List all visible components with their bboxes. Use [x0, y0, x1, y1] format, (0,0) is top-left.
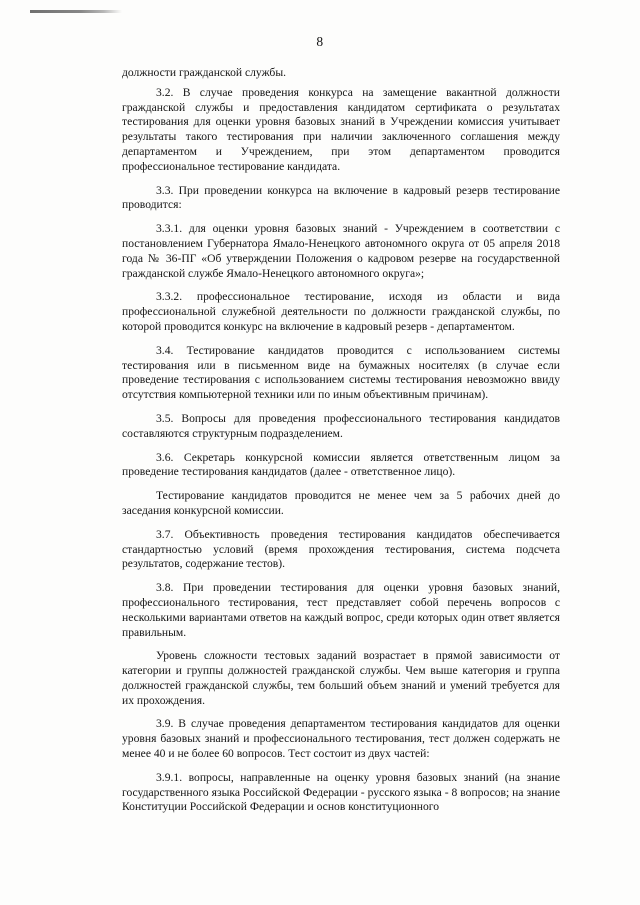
paragraph-3-3-1: 3.3.1. для оценки уровня базовых знаний - Учреждением в соответствии с постановлением Губернатора Ямало-Ненецкого автономного округа от 05 апреля 2018 года № 36-ПГ «Об утверждении Положения о кадровом резерве на государственной гражданской службе Ямало-Ненецкого автономного округа»; — [122, 222, 560, 280]
paragraph-3-3: 3.3. При проведении конкурса на включение в кадровый резерв тестирование проводится: — [122, 183, 560, 212]
paragraph-3-5: 3.5. Вопросы для проведения профессионального тестирования кандидатов составляются структурным подразделением. — [122, 411, 560, 440]
paragraph-3-8: 3.8. При проведении тестирования для оценки уровня базовых знаний, профессионального тестирования, тест представляет собой перечень вопросов с несколькими вариантами ответов на каждый вопрос, среди которых один ответ является правильным. — [122, 581, 560, 639]
paragraph-3-6: 3.6. Секретарь конкурсной комиссии является ответственным лицом за проведение тестирования кандидатов (далее - ответственное лицо). — [122, 450, 560, 479]
scan-artifact — [30, 10, 122, 13]
paragraph-3-9: 3.9. В случае проведения департаментом тестирования кандидатов для оценки уровня базовых знаний и профессионального тестирования, тест должен содержать не менее 40 и не более 60 вопросов. Тест состоит из двух частей: — [122, 717, 560, 761]
paragraph-3-4: 3.4. Тестирование кандидатов проводится с использованием системы тестирования или в письменном виде на бумажных носителях (в случае если проведение тестирования с использованием системы тестирования невозможно ввиду отсутствия компьютерной техники или по иным объективным причинам). — [122, 343, 560, 402]
paragraph-3-3-2: 3.3.2. профессиональное тестирование, исходя из области и вида профессиональной служебной деятельности по должности гражданской службы, по которой проводится конкурс на включение в кадровый резерв - департаментом. — [122, 290, 560, 333]
paragraph-testing-deadline: Тестирование кандидатов проводится не менее чем за 5 рабочих дней до заседания конкурсной комиссии. — [122, 489, 560, 517]
paragraph-difficulty-level: Уровень сложности тестовых заданий возрастает в прямой зависимости от категории и группы должностей гражданской службы. Чем выше категория и группа должностей гражданской службы, тем больший объем знаний и умений требуется для их прохождения. — [122, 649, 560, 707]
page-number: 8 — [316, 34, 324, 49]
paragraph-continuation: должности гражданской службы. — [122, 66, 287, 79]
paragraph-3-2: 3.2. В случае проведения конкурса на замещение вакантной должности гражданской службы и предоставления кандидатом сертификата о результатах тестирования для оценки уровня базовых знаний в Учреждении комиссия учитывает результаты такого тестирования при наличии заключенного соглашения между департаментом и Учреждением, при этом департаментом проводится профессиональное тестирование кандидата. — [122, 85, 560, 173]
paragraph-3-7: 3.7. Объективность проведения тестирования кандидатов обеспечивается стандартностью условий (время прохождения тестирования, система подсчета результатов, содержание тестов). — [122, 527, 560, 571]
document-body — [122, 66, 560, 815]
paragraph-3-9-1: 3.9.1. вопросы, направленные на оценку уровня базовых знаний (на знание государственного языка Российской Федерации - русского языка - 8 вопросов; на знание Конституции Российской Федерации и основ конституционного — [122, 770, 560, 814]
